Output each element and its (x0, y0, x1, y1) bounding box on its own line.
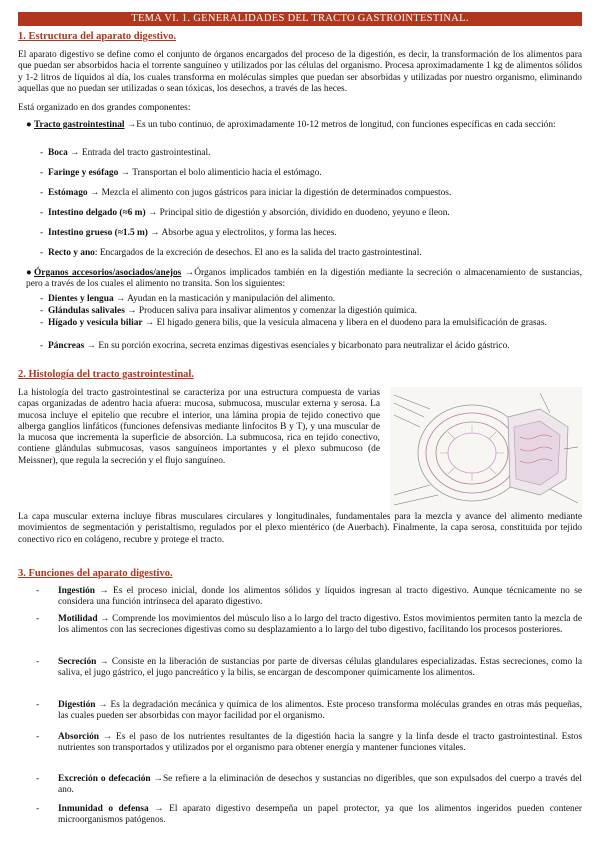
list-item: - Páncreas → En su porción exocrina, secreta enzimas digestivas esenciales y bicarbonato para neutralizar el ácido gástrico. (40, 341, 510, 351)
list-item: - Dientes y lengua → Ayudan en la masticación y manipulación del alimento. (40, 294, 336, 304)
list-item: - Digestión → Es la degradación mecánica y química de los alimentos. Este proceso transforma moléculas grandes en otras más pequeñas, las cuales pueden ser absorbidas con mayor facilidad por el organismo. (36, 700, 582, 722)
list-item: - Recto y ano: Encargados de la excreción de desechos. El ano es la salida del tracto gastrointestinal. (40, 248, 422, 258)
bullet-text: →Es un tubo continuo, de aproximadamente 10-12 metros de longitud, con funciones específicas en cada sección: (124, 120, 556, 130)
bullet-head: Órganos accesorios/asociados/anejos (34, 268, 182, 278)
paragraph-intro: El aparato digestivo se define como el conjunto de órganos encargados del proceso de la digestión, es decir, la transformación de los alimentos para que puedan ser absorbidos hacia el torrente sanguíneo y utilizados por las células del organismo. Procesa aproximadamente 1 kg de alimentos sólidos y 1-2 litros de líquidos al día, los cuales transforma en moléculas simples que puedan ser absorbidas y utilizadas por nuestro organismo, eliminando aquellas que no puedan ser utilizadas o sean tóxicas, los desechos, a través de las heces. (18, 50, 582, 94)
bullet-tracto-gastrointestinal (26, 120, 582, 131)
bullet-icon: ● (26, 120, 32, 130)
bullet-organos-accesorios (26, 268, 582, 291)
list-item: - Boca → Entrada del tracto gastrointestinal. (40, 148, 211, 158)
list-item: - Secreción → Consiste en la liberación de sustancias por parte de diversas células glandulares especializadas. Estas secreciones, como la saliva, el jugo gástrico, el jugo pancreático y la bilis, se encargan de descomponer químicamente los alimentos. (36, 657, 582, 679)
list-item: - Intestino delgado (≈6 m) → Principal sitio de digestión y absorción, dividido en duodeno, yeyuno e íleon. (40, 208, 450, 218)
list-item: - Hígado y vesícula biliar → El hígado genera bilis, que la vesícula almacena y libera en el duodeno para la emulsificación de grasas. (40, 318, 547, 328)
list-item: - Estómago → Mezcla el alimento con jugos gástricos para iniciar la digestión de determinados compuestos. (40, 188, 452, 198)
page-title: TEMA VI. 1. GENERALIDADES DEL TRACTO GASTROINTESTINAL. (18, 12, 582, 26)
list-item: - Excreción o defecación →Se refiere a la eliminación de desechos y sustancias no digeribles, que son expulsados del cuerpo a través del ano. (36, 774, 582, 796)
list-item: - Inmunidad o defensa → El aparato digestivo desempeña un papel protector, ya que los alimentos ingeridos pueden contener microorganismos patógenos. (36, 804, 582, 826)
paragraph-components-intro: Está organizado en dos grandes componentes: (18, 103, 191, 113)
paragraph-histologia-2: La capa muscular externa incluye fibras musculares circulares y longitudinales, fundamentales para la mezcla y avance del alimento mediante movimientos de segmentación y peristaltismo, regulados por el plexo mientérico (de Auerbach). Finalmente, la capa serosa, constituida por tejido conectivo rico en colágeno, recubre y protege el tracto. (18, 512, 582, 545)
intestinal-wall-illustration (390, 387, 582, 517)
section-heading-funciones: 3. Funciones del aparato digestivo. (18, 568, 173, 579)
bullet-icon: ● (26, 268, 32, 278)
bullet-text: →Órganos implicados también en la digestión mediante la secreción o almacenamiento de sustancias, pero a través de los cuales el alimento no transita. Son los siguientes: (26, 268, 582, 290)
list-item: - Intestino grueso (≈1.5 m) → Absorbe agua y electrolitos, y forma las heces. (40, 228, 337, 238)
paragraph-histologia-1: La histología del tracto gastrointestinal se caracteriza por una estructura compuesta de varias capas organizadas de adentro hacia afuera: mucosa, submucosa, muscular externa y serosa. La mucosa incluye el epitelio que recubre el interior, una lámina propia de tejido conectivo que alberga ganglios linfáticos (funciones defensivas mediante linfocitos B y T), y una muscular de la mucosa que incrementa la superficie de absorción. La submucosa, rica en tejido conectivo, contiene glándulas submucosas, vasos sanguíneos importantes y el plexo submucoso (de Meissner), que regula la secreción y el flujo sanguíneo. (18, 388, 380, 466)
list-item: - Glándulas salivales → Producen saliva para insalivar alimentos y comenzar la digestión química. (40, 306, 417, 316)
histology-diagram (390, 387, 582, 517)
list-item: - Motilidad → Comprende los movimientos del músculo liso a lo largo del tracto digestivo. Estos movimientos permiten tanto la mezcla de los alimentos con las secreciones digestivas como su desplazamiento a lo largo del tubo digestivo, facilitando los procesos posteriores. (36, 614, 582, 636)
list-item: - Ingestión → Es el proceso inicial, donde los alimentos sólidos y líquidos ingresan al tracto digestivo. Aunque técnicamente no se considera una función intrínseca del aparato digestivo. (36, 586, 582, 608)
section-heading-histologia: 2. Histología del tracto gastrointestinal. (18, 369, 194, 380)
list-item: - Absorción → Es el paso de los nutrientes resultantes de la digestión hacia la sangre y la linfa desde el tracto gastrointestinal. Estos nutrientes son transportados y utilizados por el organismo para obtener energía y mantener funciones vitales. (36, 732, 582, 754)
list-item: - Faringe y esófago → Transportan el bolo alimenticio hacia el estómago. (40, 168, 322, 178)
section-heading-estructura: 1. Estructura del aparato digestivo. (18, 31, 177, 42)
bullet-head: Tracto gastrointestinal (34, 120, 125, 130)
